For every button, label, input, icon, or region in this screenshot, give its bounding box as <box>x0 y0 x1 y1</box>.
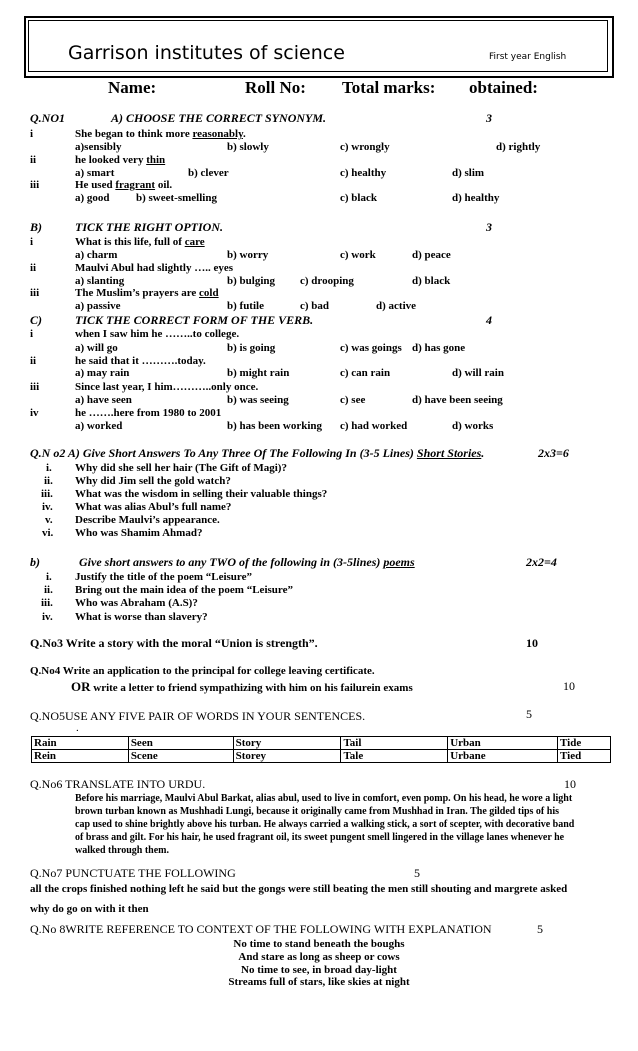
q1-number: Q.NO1 <box>30 111 65 125</box>
option-d: d) will rain <box>452 367 504 379</box>
translation-line: brown turban known as Mushhadi Lungi, because it originally came from Mushhad in Iran. The gilded tips of his <box>75 806 559 817</box>
qc-item-question: Since last year, I him………..only once. <box>75 381 259 393</box>
translation-line: of brass and gilt. For his hair, he used fragrant oil, its sweet pungent smell lingered in the village lanes whenever he <box>75 832 565 843</box>
poem-line: No time to see, in broad day-light <box>241 964 397 976</box>
word-cell: Tide <box>558 737 611 750</box>
qb-item-num: i <box>30 236 34 248</box>
q7-text: Q.No7 PUNCTUATE THE FOLLOWING <box>30 866 236 880</box>
option-b: b) sweet-smelling <box>136 192 217 204</box>
word-cell: Rain <box>32 737 129 750</box>
word-cell: Scene <box>128 750 233 763</box>
q2a-marks: 2x3=6 <box>538 446 569 460</box>
q1-item-question: He used fragrant oil. <box>75 179 173 191</box>
q2a-item-num: iii. <box>41 488 53 500</box>
option-c: c) had worked <box>340 420 408 432</box>
q2b-item-question: What is worse than slavery? <box>75 611 208 623</box>
poem-line: And stare as long as sheep or cows <box>238 951 400 963</box>
class-label: First year English <box>489 52 567 62</box>
qb-item-question: What is this life, full of care <box>75 236 205 248</box>
q5-text: Q.NO5USE ANY FIVE PAIR OF WORDS IN YOUR SENTENCES. <box>30 709 366 723</box>
qc-item-num: i <box>30 328 34 340</box>
name-label: Name: <box>108 78 157 97</box>
qb-heading: TICK THE RIGHT OPTION. <box>75 220 224 234</box>
option-b: b) is going <box>227 342 276 354</box>
qc-item-num: ii <box>30 355 37 367</box>
qb-item-question: Maulvi Abul had slightly ….. eyes <box>75 262 234 274</box>
word-cell: Storey <box>233 750 341 763</box>
q2b-item-num: iv. <box>42 611 53 623</box>
option-c: c) bad <box>300 300 330 312</box>
q3-text: Q.No3 Write a story with the moral “Union is strength”. <box>30 636 318 650</box>
qc-item-question: he said that it ……….today. <box>75 355 206 367</box>
option-d: d) rightly <box>496 141 541 153</box>
word-cell: Tale <box>341 750 448 763</box>
option-d: d) black <box>412 275 451 287</box>
q2b-marks: 2x2=4 <box>526 555 557 569</box>
option-a: a) good <box>75 192 110 204</box>
qb-item-num: ii <box>30 262 37 274</box>
q2b-item-num: ii. <box>44 584 53 596</box>
q8-marks: 5 <box>537 922 543 936</box>
qc-item-question: he …….here from 1980 to 2001 <box>75 407 222 419</box>
option-a: a) passive <box>75 300 121 312</box>
q1-item-num: i <box>30 128 34 140</box>
option-d: d) have been seeing <box>412 394 503 406</box>
option-c: c) see <box>340 394 366 406</box>
option-a: a)sensibly <box>75 141 122 153</box>
q1-marks: 3 <box>486 111 492 125</box>
q4-text: Q.No4 Write an application to the principal for college leaving certificate. <box>30 665 375 677</box>
obtained-label: obtained: <box>469 78 538 97</box>
q1-item-question: he looked very thin <box>75 154 166 166</box>
q5-dot: . <box>76 722 79 734</box>
option-c: c) drooping <box>300 275 354 287</box>
translation-line: walked through them. <box>75 845 169 856</box>
option-b: b) clever <box>188 167 229 179</box>
option-a: a) may rain <box>75 367 130 379</box>
q1-item-num: iii <box>30 179 40 191</box>
qb-item-question: The Muslim’s prayers are cold <box>75 287 219 299</box>
word-cell: Urbane <box>448 750 558 763</box>
option-d: d) active <box>376 300 417 312</box>
q2a-item-question: What was the wisdom in selling their valuable things? <box>75 488 328 500</box>
roll-label: Roll No: <box>245 78 306 97</box>
option-a: a) smart <box>75 167 115 179</box>
word-cell: Story <box>233 737 341 750</box>
q2b-item-question: Bring out the main idea of the poem “Leisure” <box>75 584 293 596</box>
option-a: a) will go <box>75 342 118 354</box>
q2a-item-num: v. <box>45 514 53 526</box>
qc-label: C) <box>30 313 42 327</box>
option-b: b) was seeing <box>227 394 289 406</box>
option-b: b) slowly <box>227 141 269 153</box>
option-d: d) peace <box>412 249 451 261</box>
option-b: b) futile <box>227 300 264 312</box>
q1-item-num: ii <box>30 154 37 166</box>
qc-item-num: iii <box>30 381 40 393</box>
option-b: b) might rain <box>227 367 290 379</box>
qc-item-num: iv <box>30 407 39 419</box>
word-pairs-table <box>31 736 611 763</box>
qc-marks: 4 <box>486 313 492 327</box>
option-d: d) slim <box>452 167 485 179</box>
q4-or-line: OR write a letter to friend sympathizing with him on his failurein exams <box>71 679 413 694</box>
option-a: a) have seen <box>75 394 132 406</box>
q4-marks: 10 <box>563 679 575 693</box>
qb-item-num: iii <box>30 287 40 299</box>
option-d: d) works <box>452 420 494 432</box>
q2a-item-question: Why did she sell her hair (The Gift of Magi)? <box>75 462 287 474</box>
qb-marks: 3 <box>486 220 492 234</box>
option-b: b) worry <box>227 249 269 261</box>
q2b-heading: Give short answers to any TWO of the following in (3-5lines) poems <box>79 555 415 569</box>
poem-line: Streams full of stars, like skies at night <box>228 976 410 988</box>
q2b-label: b) <box>30 555 40 569</box>
option-c: c) black <box>340 192 377 204</box>
translation-line: Before his marriage, Maulvi Abul Barkat, alias abul, used to live in comfort, even pomp. On his head, he wore a light <box>75 793 573 804</box>
q2b-item-question: Who was Abraham (A.S)? <box>75 597 198 609</box>
q2a-item-num: ii. <box>44 475 53 487</box>
q2a-item-question: Who was Shamim Ahmad? <box>75 527 203 539</box>
option-c: c) was goings <box>340 342 402 354</box>
q8-text: Q.No 8WRITE REFERENCE TO CONTEXT OF THE FOLLOWING WITH EXPLANATION <box>30 922 492 936</box>
option-d: d) has gone <box>412 342 466 354</box>
q2b-item-num: i. <box>46 571 52 583</box>
qc-heading: TICK THE CORRECT FORM OF THE VERB. <box>75 313 314 327</box>
q2a-item-num: i. <box>46 462 52 474</box>
punctuate-line: why do go on with it then <box>30 903 149 915</box>
q2a-item-question: What was alias Abul’s full name? <box>75 501 232 513</box>
word-cell: Tail <box>341 737 448 750</box>
qc-item-question: when I saw him he ……..to college. <box>75 328 240 340</box>
institute-title: Garrison institutes of science <box>68 42 345 64</box>
poem-line: No time to stand beneath the boughs <box>233 938 405 950</box>
option-b: b) has been working <box>227 420 323 432</box>
q2a-heading: Q.N o2 A) Give Short Answers To Any Three Of The Following In (3-5 Lines) Short Stories. <box>30 446 485 460</box>
option-a: a) worked <box>75 420 123 432</box>
q6-text: Q.No6 TRANSLATE INTO URDU. <box>30 777 206 791</box>
option-a: a) charm <box>75 249 118 261</box>
q2a-item-num: vi. <box>42 527 54 539</box>
table-row <box>32 737 611 750</box>
word-cell: Seen <box>128 737 233 750</box>
word-cell: Urban <box>448 737 558 750</box>
option-a: a) slanting <box>75 275 125 287</box>
q5-marks: 5 <box>526 707 532 721</box>
q6-marks: 10 <box>564 777 576 791</box>
q2a-item-question: Why did Jim sell the gold watch? <box>75 475 231 487</box>
punctuate-line: all the crops finished nothing left he said but the gongs were still beating the men still shouting and margrete asked <box>30 883 568 895</box>
option-c: c) work <box>340 249 376 261</box>
option-b: b) bulging <box>227 275 275 287</box>
qb-label: B) <box>30 220 42 234</box>
q1-heading: A) CHOOSE THE CORRECT SYNONYM. <box>111 111 327 125</box>
q2a-item-question: Describe Maulvi’s appearance. <box>75 514 220 526</box>
word-cell: Rein <box>32 750 129 763</box>
option-d: d) healthy <box>452 192 500 204</box>
q1-item-question: She began to think more reasonably. <box>75 128 246 140</box>
option-c: c) wrongly <box>340 141 390 153</box>
q2b-item-question: Justify the title of the poem “Leisure” <box>75 571 252 583</box>
option-c: c) can rain <box>340 367 391 379</box>
total-marks-label: Total marks: <box>342 78 436 97</box>
q7-marks: 5 <box>414 866 420 880</box>
option-c: c) healthy <box>340 167 387 179</box>
q3-marks: 10 <box>526 636 538 650</box>
q2b-item-num: iii. <box>41 597 53 609</box>
word-cell: Tied <box>558 750 611 763</box>
table-row <box>32 750 611 763</box>
q2a-item-num: iv. <box>42 501 53 513</box>
translation-line: cap used to shine brightly above his turban. He always carried a walking stick, a sort of scepter, with decorative band <box>75 819 575 830</box>
